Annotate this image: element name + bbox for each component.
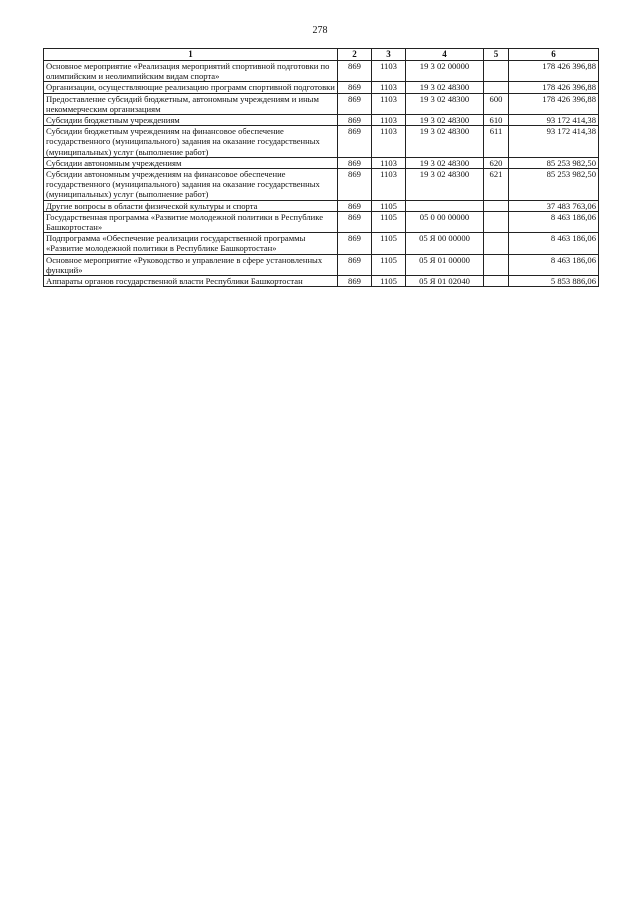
row-admin-code: 869 xyxy=(338,276,372,287)
header-col-1: 1 xyxy=(44,49,338,61)
row-name: Подпрограмма «Обеспечение реализации государственной программы «Развитие молодежной политики в Республике Башкортостан» xyxy=(44,233,338,254)
row-target-code: 19 3 02 00000 xyxy=(406,61,484,82)
row-section-code: 1103 xyxy=(372,169,406,201)
row-expense-type xyxy=(484,61,509,82)
row-amount: 178 426 396,88 xyxy=(509,93,599,114)
row-name: Субсидии автономным учреждениям xyxy=(44,157,338,168)
page-number: 278 xyxy=(312,25,328,36)
table-row xyxy=(44,115,599,126)
row-name: Основное мероприятие «Реализация мероприятий спортивной подготовки по олимпийским и неолимпийским видам спорта» xyxy=(44,61,338,82)
row-name: Субсидии бюджетным учреждениям xyxy=(44,115,338,126)
row-section-code: 1103 xyxy=(372,61,406,82)
row-name: Другие вопросы в области физической культуры и спорта xyxy=(44,200,338,211)
row-amount: 8 463 186,06 xyxy=(509,233,599,254)
row-admin-code: 869 xyxy=(338,93,372,114)
table-header-row xyxy=(44,49,599,61)
row-admin-code: 869 xyxy=(338,82,372,93)
row-target-code: 19 3 02 48300 xyxy=(406,115,484,126)
row-expense-type xyxy=(484,211,509,232)
row-name: Субсидии автономным учреждениям на финансовое обеспечение государственного (муниципального) задания на оказание государственных (муниципальных) услуг (выполнение работ) xyxy=(44,169,338,201)
table-row xyxy=(44,93,599,114)
row-name: Аппараты органов государственной власти Республики Башкортостан xyxy=(44,276,338,287)
row-admin-code: 869 xyxy=(338,157,372,168)
row-name: Предоставление субсидий бюджетным, автономным учреждениям и иным некоммерческим организациям xyxy=(44,93,338,114)
row-section-code: 1105 xyxy=(372,233,406,254)
table-row xyxy=(44,211,599,232)
header-col-3: 3 xyxy=(372,49,406,61)
row-admin-code: 869 xyxy=(338,169,372,201)
row-section-code: 1105 xyxy=(372,254,406,275)
row-section-code: 1103 xyxy=(372,82,406,93)
row-name: Субсидии бюджетным учреждениям на финансовое обеспечение государственного (муниципального) задания на оказание государственных (муниципальных) услуг (выполнение работ) xyxy=(44,126,338,158)
row-section-code: 1105 xyxy=(372,200,406,211)
row-admin-code: 869 xyxy=(338,254,372,275)
row-expense-type: 610 xyxy=(484,115,509,126)
row-amount: 37 483 763,06 xyxy=(509,200,599,211)
row-amount: 8 463 186,06 xyxy=(509,254,599,275)
row-amount: 93 172 414,38 xyxy=(509,115,599,126)
row-name: Государственная программа «Развитие молодежной политики в Республике Башкортостан» xyxy=(44,211,338,232)
row-admin-code: 869 xyxy=(338,61,372,82)
row-target-code: 05 Я 00 00000 xyxy=(406,233,484,254)
row-section-code: 1103 xyxy=(372,93,406,114)
table-row xyxy=(44,200,599,211)
row-section-code: 1103 xyxy=(372,115,406,126)
row-admin-code: 869 xyxy=(338,126,372,158)
row-expense-type: 600 xyxy=(484,93,509,114)
row-expense-type xyxy=(484,254,509,275)
row-admin-code: 869 xyxy=(338,233,372,254)
header-col-2: 2 xyxy=(338,49,372,61)
header-col-5: 5 xyxy=(484,49,509,61)
row-amount: 5 853 886,06 xyxy=(509,276,599,287)
row-section-code: 1105 xyxy=(372,211,406,232)
row-target-code: 05 Я 01 02040 xyxy=(406,276,484,287)
row-name: Организации, осуществляющие реализацию программ спортивной подготовки xyxy=(44,82,338,93)
row-admin-code: 869 xyxy=(338,200,372,211)
row-target-code: 19 3 02 48300 xyxy=(406,82,484,93)
header-col-4: 4 xyxy=(406,49,484,61)
row-amount: 178 426 396,88 xyxy=(509,82,599,93)
table-row xyxy=(44,233,599,254)
row-section-code: 1103 xyxy=(372,157,406,168)
row-target-code: 19 3 02 48300 xyxy=(406,126,484,158)
row-expense-type: 611 xyxy=(484,126,509,158)
row-admin-code: 869 xyxy=(338,115,372,126)
table-row xyxy=(44,254,599,275)
row-expense-type xyxy=(484,82,509,93)
table-row xyxy=(44,126,599,158)
row-amount: 93 172 414,38 xyxy=(509,126,599,158)
row-amount: 85 253 982,50 xyxy=(509,169,599,201)
row-section-code: 1105 xyxy=(372,276,406,287)
header-col-6: 6 xyxy=(509,49,599,61)
row-amount: 8 463 186,06 xyxy=(509,211,599,232)
row-name: Основное мероприятие «Руководство и управление в сфере установленных функций» xyxy=(44,254,338,275)
table-row xyxy=(44,61,599,82)
row-target-code: 19 3 02 48300 xyxy=(406,157,484,168)
row-section-code: 1103 xyxy=(372,126,406,158)
row-expense-type xyxy=(484,200,509,211)
row-target-code: 05 0 00 00000 xyxy=(406,211,484,232)
row-amount: 178 426 396,88 xyxy=(509,61,599,82)
row-expense-type: 620 xyxy=(484,157,509,168)
row-target-code xyxy=(406,200,484,211)
row-target-code: 05 Я 01 00000 xyxy=(406,254,484,275)
row-target-code: 19 3 02 48300 xyxy=(406,93,484,114)
row-amount: 85 253 982,50 xyxy=(509,157,599,168)
row-expense-type xyxy=(484,276,509,287)
row-admin-code: 869 xyxy=(338,211,372,232)
budget-table xyxy=(43,48,599,287)
table-row xyxy=(44,82,599,93)
row-expense-type: 621 xyxy=(484,169,509,201)
row-target-code: 19 3 02 48300 xyxy=(406,169,484,201)
table-row xyxy=(44,276,599,287)
table-body xyxy=(44,61,599,287)
row-expense-type xyxy=(484,233,509,254)
table-row xyxy=(44,169,599,201)
table-row xyxy=(44,157,599,168)
